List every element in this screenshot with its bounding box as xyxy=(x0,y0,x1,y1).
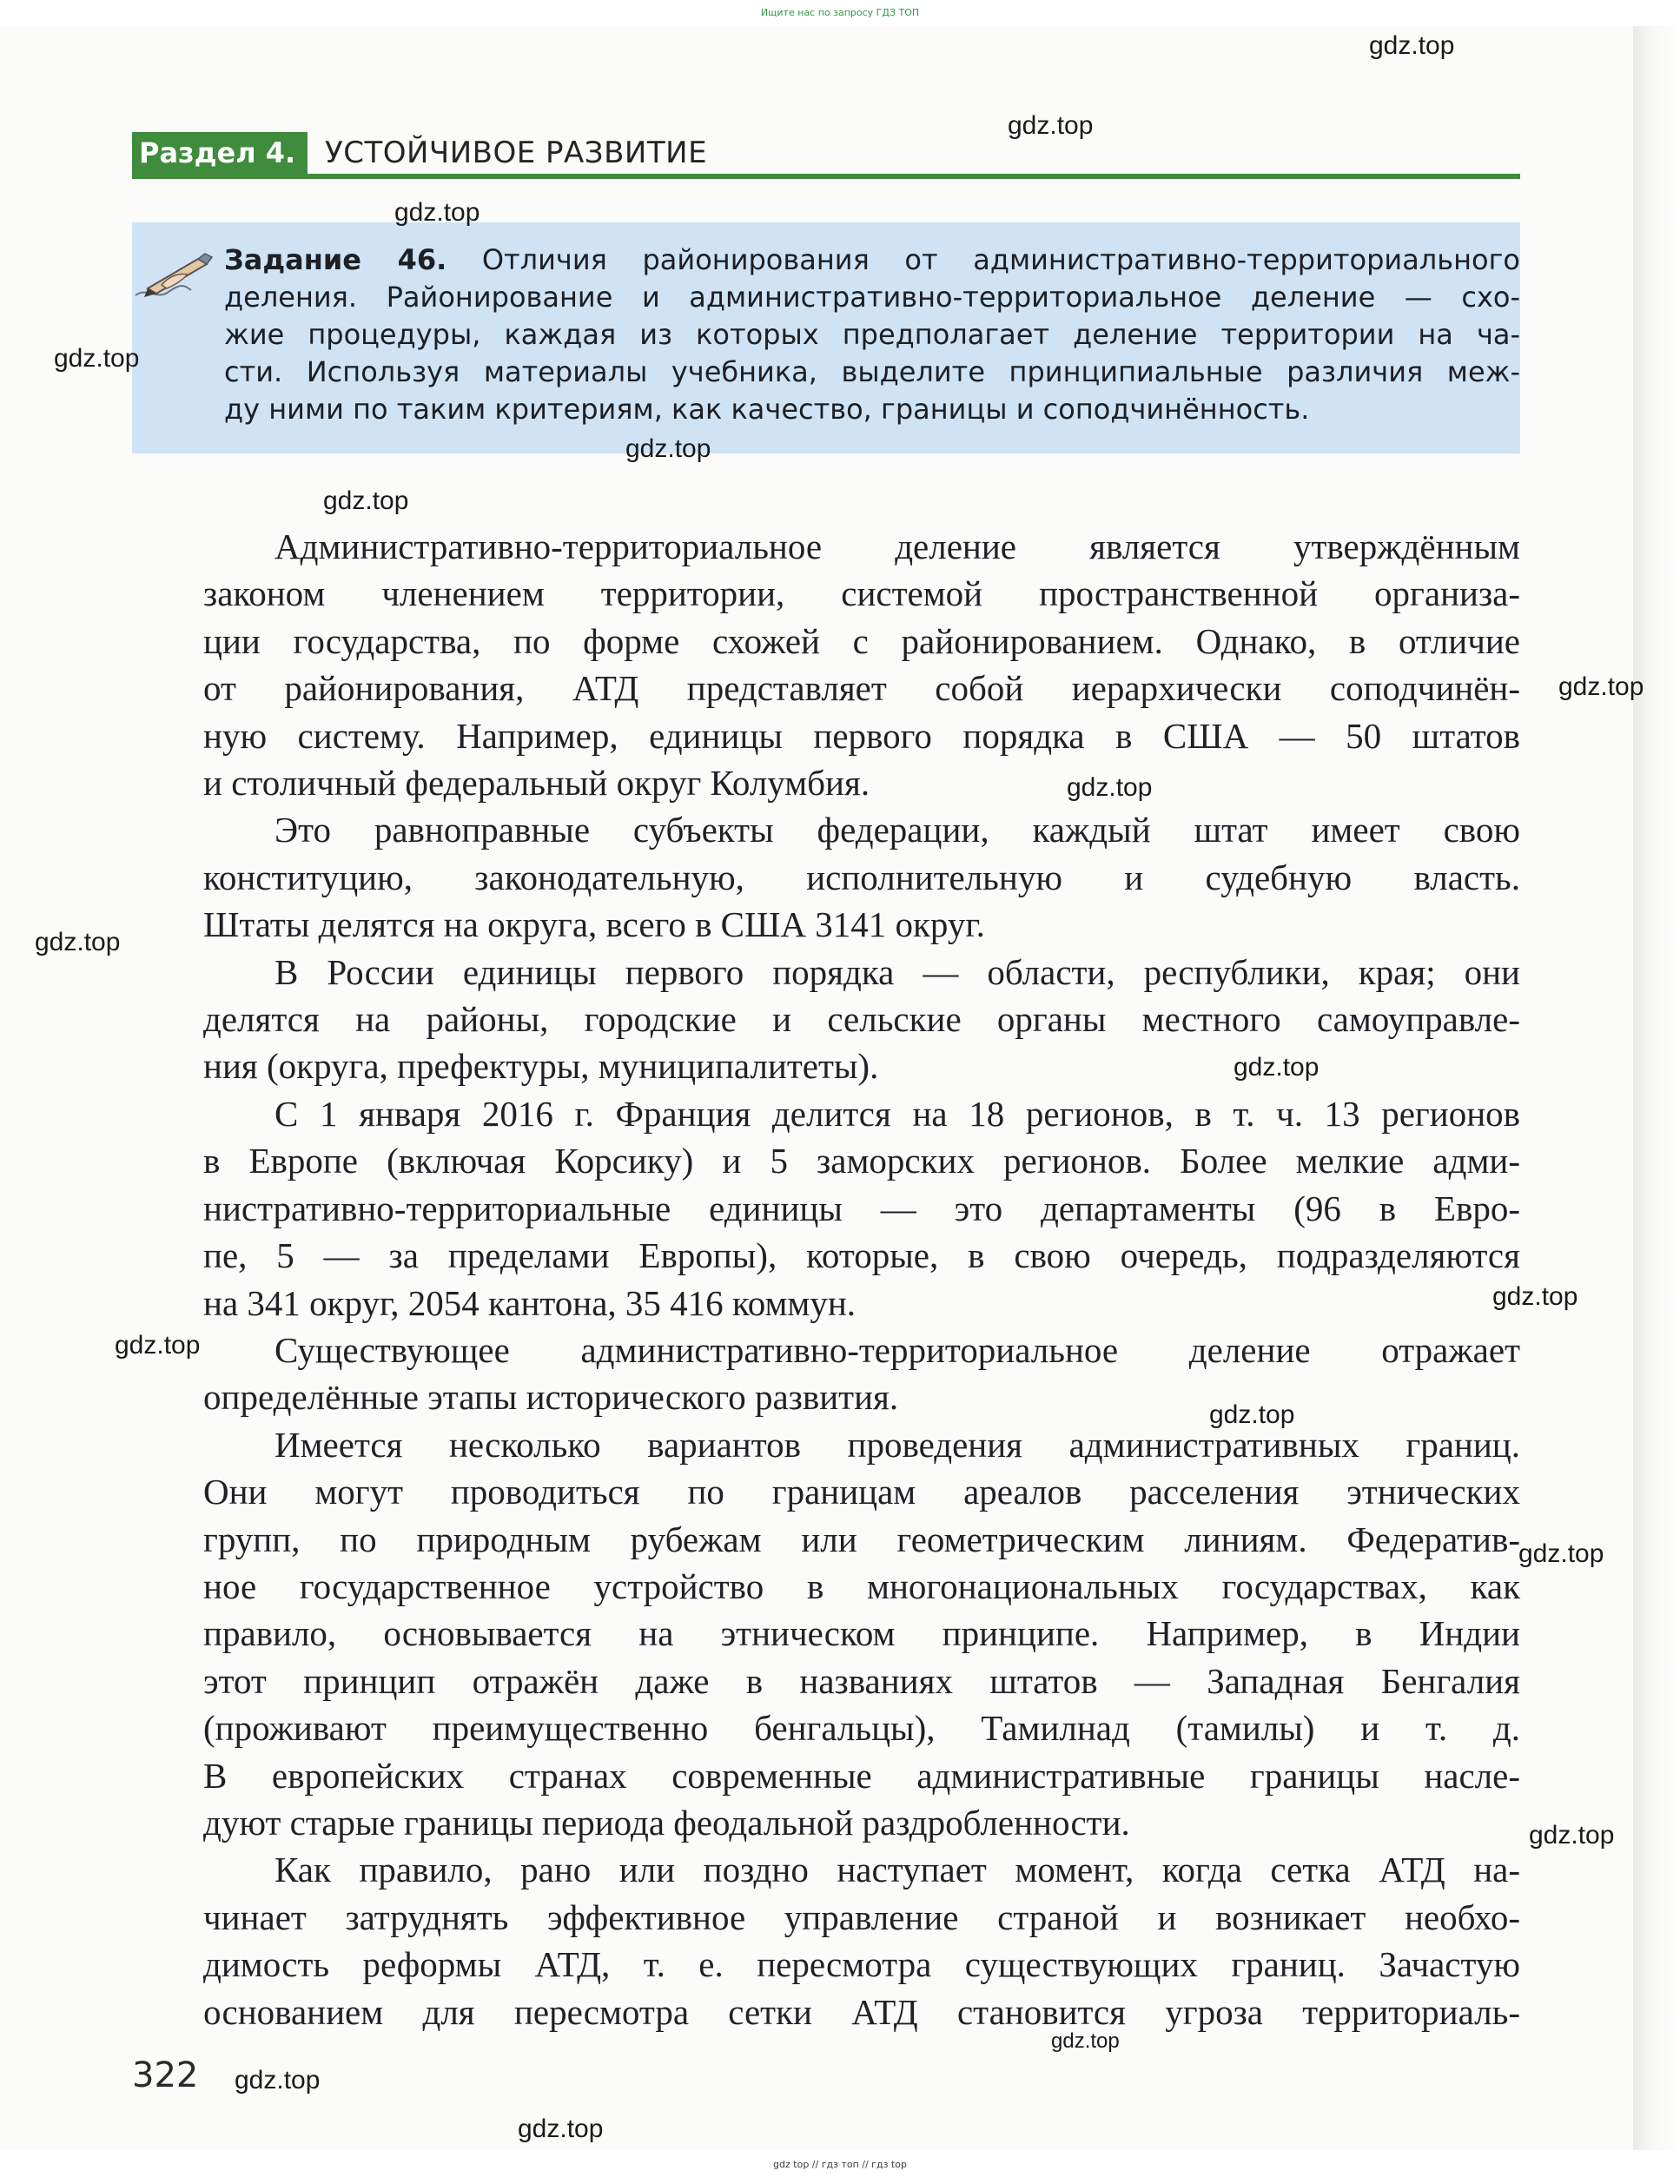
paragraph-line: В России единицы первого порядка — области, республики, края; они xyxy=(274,951,1520,992)
paragraph-line: этот принцип отражён даже в названиях штатов — Западная Бенгалия xyxy=(203,1660,1520,1701)
section-header xyxy=(132,132,1520,177)
site-footer-links[interactable]: gdz top // гдз топ // гдз top xyxy=(773,2159,907,2170)
watermark: gdz.top xyxy=(1518,1539,1604,1568)
section-tag: Раздел 4. xyxy=(132,132,308,174)
body-text xyxy=(203,523,1520,2035)
task-line: жие процедуры, каждая из которых предполагает деление территории на ча- xyxy=(224,318,1520,351)
task-line: ду ними по таким критериям, как качество, границы и соподчинённость. xyxy=(224,393,1310,426)
section-title: УСТОЙЧИВОЕ РАЗВИТИЕ xyxy=(325,136,708,170)
paragraph-line: димость реформы АТД, т. е. пересмотра существующих границ. Зачастую xyxy=(203,1944,1520,1985)
paragraph-line: (проживают преимущественно бенгальцы), Тамилнад (тамилы) и т. д. xyxy=(203,1708,1520,1749)
site-header-banner[interactable]: Ищите нас по запросу ГДЗ ТОП xyxy=(760,7,920,18)
paragraph-line: конституцию, законодательную, исполнительную и судебную власть. xyxy=(203,857,1520,897)
paragraph-line: В европейских странах современные административные границы насле- xyxy=(203,1755,1520,1796)
paragraph-line: Это равноправные субъекты федерации, каждый штат имеет свою xyxy=(274,810,1520,850)
paragraph-line: чинает затруднять эффективное управление страной и возникает необхо- xyxy=(203,1896,1520,1937)
watermark: gdz.top xyxy=(1492,1282,1578,1311)
task-line xyxy=(224,242,1520,279)
paragraph-line: ния (округа, префектуры, муниципалитеты). xyxy=(203,1046,879,1087)
watermark: gdz.top xyxy=(115,1331,201,1360)
task-line: деления. Районирование и административно-территориальное деление — схо- xyxy=(224,281,1520,314)
watermark: gdz.top xyxy=(1234,1053,1320,1082)
watermark: gdz.top xyxy=(35,928,121,956)
watermark: gdz.top xyxy=(625,434,711,463)
paragraph-line: ное государственное устройство в многонациональных государствах, как xyxy=(203,1565,1520,1606)
paragraph-line: основанием для пересмотра сетки АТД становится угроза территориаль- xyxy=(203,1991,1520,2032)
task-text xyxy=(224,242,1520,428)
paragraph-line: делятся на районы, городские и сельские органы местного самоуправле- xyxy=(203,999,1520,1040)
watermark: gdz.top xyxy=(1529,1821,1615,1850)
page-edge-shadow xyxy=(1633,26,1680,2150)
paragraph-line: определённые этапы исторического развития. xyxy=(203,1377,899,1418)
task-lead: Задание 46. xyxy=(224,243,447,276)
watermark: gdz.top xyxy=(1008,111,1094,140)
paragraph-line: Существующее административно-территориальное деление отражает xyxy=(274,1329,1520,1370)
paragraph-line: правило, основывается на этническом принципе. Например, в Индии xyxy=(203,1613,1520,1654)
paragraph-line: в Европе (включая Корсику) и 5 заморских регионов. Более мелкие адми- xyxy=(203,1141,1520,1181)
page-number: 322 xyxy=(132,2055,199,2095)
watermark: gdz.top xyxy=(1369,31,1455,60)
task-line: сти. Используя материалы учебника, выделите принципиальные различия меж- xyxy=(224,355,1520,388)
paragraph-line: и столичный федеральный округ Колумбия. xyxy=(203,763,870,804)
watermark: gdz.top xyxy=(323,486,409,515)
paragraph-line: С 1 января 2016 г. Франция делится на 18 регионов, в т. ч. 13 регионов xyxy=(274,1093,1520,1134)
paragraph-line: от районирования, АТД представляет собой иерархически соподчинён- xyxy=(203,668,1520,709)
paragraph-line: Как правило, рано или поздно наступает момент, когда сетка АТД на- xyxy=(274,1850,1520,1890)
watermark: gdz.top xyxy=(1209,1400,1295,1429)
paragraph-line: Штаты делятся на округа, всего в США 3141 округ. xyxy=(203,904,985,945)
paragraph-line: групп, по природным рубежам или геометрическим линиям. Федератив- xyxy=(203,1519,1520,1559)
paragraph-line: ции государства, по форме схожей с районированием. Однако, в отличие xyxy=(203,620,1520,661)
paragraph-line: законом членением территории, системой пространственной организа- xyxy=(203,573,1520,614)
pen-writing-icon xyxy=(130,250,217,306)
section-rule xyxy=(132,174,1520,179)
watermark: gdz.top xyxy=(1051,2029,1120,2053)
paragraph-line: Имеется несколько вариантов проведения административных границ. xyxy=(274,1424,1520,1465)
paragraph-line: Административно-территориальное деление является утверждённым xyxy=(274,526,1520,566)
watermark: gdz.top xyxy=(1558,672,1644,701)
paragraph-line: пе, 5 — за пределами Европы), которые, в свою очередь, подразделяются xyxy=(203,1235,1520,1276)
watermark: gdz.top xyxy=(394,198,480,227)
paragraph-line: Они могут проводиться по границам ареалов расселения этнических xyxy=(203,1472,1520,1512)
watermark: gdz.top xyxy=(1067,773,1153,802)
watermark: gdz.top xyxy=(518,2115,604,2143)
paragraph-line: на 341 округ, 2054 кантона, 35 416 коммун. xyxy=(203,1282,857,1323)
paragraph-line: нистративно-территориальные единицы — это департаменты (96 в Евро- xyxy=(203,1188,1520,1228)
task-line-text: Отличия районирования от административно-территориального xyxy=(446,243,1520,276)
paragraph-line: ную систему. Например, единицы первого порядка в США — 50 штатов xyxy=(203,715,1520,756)
paragraph-line: дуют старые границы периода феодальной раздробленности. xyxy=(203,1802,1130,1843)
watermark: gdz.top xyxy=(54,344,140,373)
watermark: gdz.top xyxy=(235,2066,321,2095)
